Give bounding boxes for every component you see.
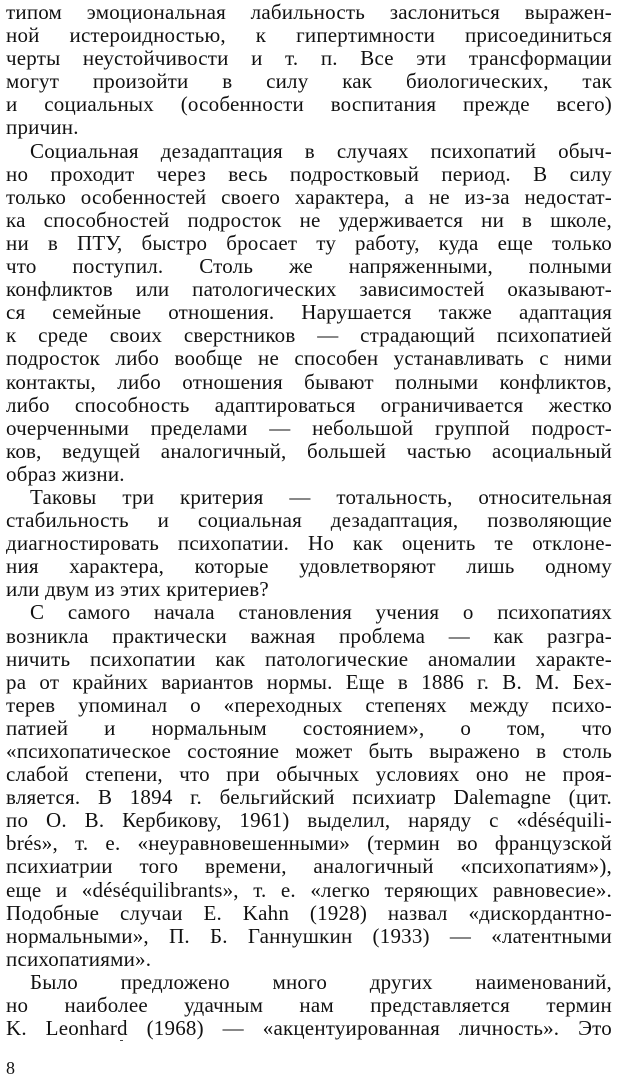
text-line: диагностировать психопатии. Но как оценить те отклоне- — [6, 531, 612, 556]
text-line: ся семейные отношения. Нарушается также адаптация — [6, 300, 612, 325]
paragraph — [6, 601, 612, 971]
text-line: но проходит через весь подростковый период. В силу — [6, 161, 612, 186]
text-line: типом эмоциональная лабильность заслониться выражен- — [6, 0, 612, 24]
text-line: возникла практически важная проблема — как разгра- — [6, 623, 612, 648]
text-line: ни в ПТУ, быстро бросает ту работу, куда еще только — [6, 230, 612, 255]
text-line: Было предложено много других наименований, — [30, 969, 612, 994]
text-line: психиатрии того времени, аналогичный «психопатиям»), — [6, 854, 612, 879]
text-line: к среде своих сверстников — страдающий психопатией — [6, 323, 612, 348]
text-line: Подобные случаи E. Kahn (1928) назвал «дискордантно- — [6, 900, 612, 925]
text-line: могут произойти в силу как биологических, так — [6, 69, 612, 94]
text-line: нормальными», П. Б. Ганнушкин (1933) — «латентными — [6, 923, 612, 948]
text-line: но наиболее удачным нам представляется термин — [6, 993, 612, 1018]
text-line: ния характера, которые удовлетворяют лишь одному — [6, 554, 612, 579]
text-line: либо способность адаптироваться ограничивается жестко — [6, 392, 612, 417]
text-line: подросток либо вообще не способен устанавливать с ними — [6, 346, 612, 371]
body-text — [6, 1, 612, 1040]
text-line: Таковы три критерия — тотальность, относительная — [30, 484, 612, 509]
text-line: образ жизни. — [6, 461, 125, 486]
text-line: патией и нормальным состоянием», о том, что — [6, 715, 612, 740]
text-line: слабой степени, что при обычных условиях оно не проя- — [6, 762, 612, 787]
text-line: терев упоминал о «переходных степенях между психо- — [6, 692, 612, 717]
paragraph — [6, 140, 612, 486]
paragraph — [6, 486, 612, 601]
text-line: черты неустойчивости и т. п. Все эти трансформации — [6, 46, 612, 71]
text-line: еще и «déséquilibrants», т. е. «легко теряющих равновесие». — [6, 877, 612, 902]
paragraph — [6, 1, 612, 140]
text-line: только особенностей своего характера, а не из-за недостат- — [6, 184, 612, 209]
text-line: «психопатическое состояние может быть выражено в столь — [6, 739, 612, 763]
text-line: Социальная дезадаптация в случаях психопатий обыч- — [30, 138, 612, 163]
text-line: или двум из этих критериев? — [6, 577, 269, 602]
text-line: ничить психопатии как патологические аномалии характе- — [6, 646, 612, 671]
text-line: по О. В. Кербикову, 1961) выделил, наряду с «déséquili- — [6, 808, 612, 833]
text-line: K. Leonhard (1968) — «акцентуированная личность». Это — [6, 1016, 612, 1041]
text-line: причин. — [6, 115, 79, 140]
text-line: контакты, либо отношения бывают полными конфликтов, — [6, 369, 612, 394]
text-line: С самого начала становления учения о психопатиях — [30, 600, 612, 625]
text-line: ра от крайних вариантов нормы. Еще в 1886 г. В. М. Бех- — [6, 669, 612, 694]
text-line: конфликтов или патологических зависимостей оказывают- — [6, 277, 612, 302]
text-line: вляется. В 1894 г. бельгийский психиатр Dalemagne (цит. — [6, 785, 612, 810]
scan-speck — [120, 1040, 123, 1041]
page-number: 8 — [6, 1058, 15, 1078]
text-line: что поступил. Столь же напряженными, полными — [6, 254, 612, 279]
text-line: очерченными пределами — небольшой группой подрост- — [6, 415, 612, 440]
text-line: психопатиями». — [6, 946, 152, 971]
text-line: и социальных (особенности воспитания прежде всего) — [6, 92, 612, 117]
text-line: ной истероидностью, к гипертимности присоединиться — [6, 23, 612, 48]
text-line: стабильность и социальная дезадаптация, позволяющие — [6, 508, 612, 533]
paragraph — [6, 971, 612, 1040]
text-line: ков, ведущей аналогичный, большей частью асоциальный — [6, 438, 612, 463]
text-line: ка способностей подросток не удерживается ни в школе, — [6, 207, 612, 232]
text-line: brés», т. е. «неуравновешенными» (термин во французской — [6, 831, 612, 856]
